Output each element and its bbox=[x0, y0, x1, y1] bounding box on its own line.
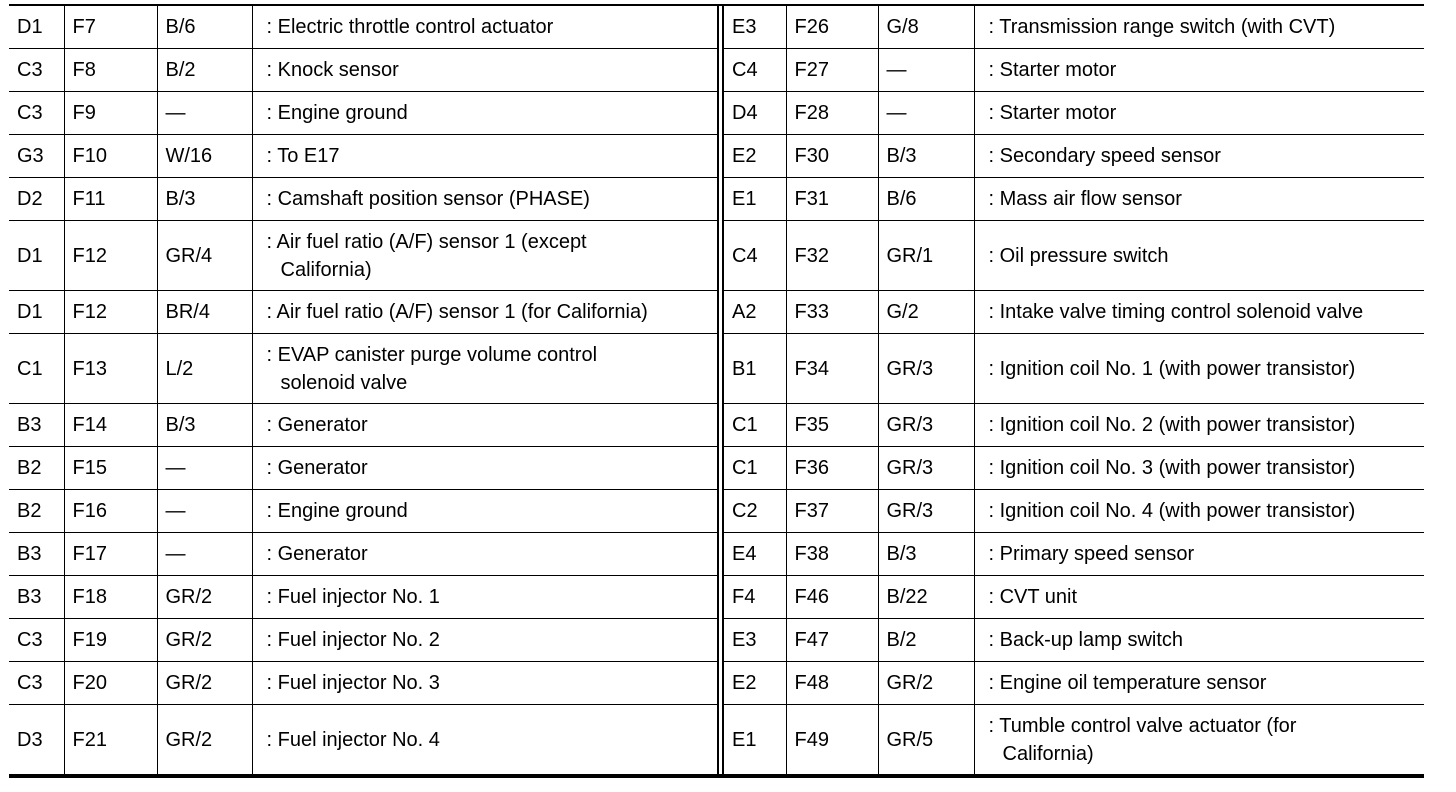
grid-location-cell: E1 bbox=[724, 178, 786, 221]
grid-location-cell: A2 bbox=[724, 291, 786, 334]
grid-location-cell: C1 bbox=[9, 334, 64, 404]
connector-number-cell: F30 bbox=[786, 135, 878, 178]
connector-number-cell: F15 bbox=[64, 447, 157, 490]
connector-color-cell: L/2 bbox=[157, 334, 252, 404]
connector-color-cell: GR/5 bbox=[878, 705, 974, 775]
grid-location-cell: E2 bbox=[724, 662, 786, 705]
connector-color-cell: GR/3 bbox=[878, 404, 974, 447]
connector-number-cell: F8 bbox=[64, 49, 157, 92]
grid-location-cell: B1 bbox=[724, 334, 786, 404]
grid-location-cell: C3 bbox=[9, 662, 64, 705]
table-row bbox=[724, 490, 1424, 533]
connector-description-cell bbox=[252, 533, 717, 576]
grid-location-cell: C1 bbox=[724, 447, 786, 490]
description-line: : Generator bbox=[266, 414, 368, 436]
connector-number-cell: F35 bbox=[786, 404, 878, 447]
grid-location-cell: B2 bbox=[9, 447, 64, 490]
grid-location-cell: E3 bbox=[724, 6, 786, 49]
grid-location-cell: B2 bbox=[9, 490, 64, 533]
table-row bbox=[724, 178, 1424, 221]
connector-description-cell bbox=[974, 404, 1424, 447]
connector-description-cell bbox=[252, 334, 717, 404]
grid-location-cell: D1 bbox=[9, 291, 64, 334]
description-line: : Fuel injector No. 2 bbox=[266, 629, 440, 651]
connector-description-cell bbox=[252, 221, 717, 291]
connector-color-cell: GR/3 bbox=[878, 334, 974, 404]
description-line: : Starter motor bbox=[988, 102, 1117, 124]
connector-color-cell: GR/2 bbox=[157, 705, 252, 775]
connector-color-cell: B/2 bbox=[157, 49, 252, 92]
connector-description-cell bbox=[252, 447, 717, 490]
connector-number-cell: F36 bbox=[786, 447, 878, 490]
connector-number-cell: F33 bbox=[786, 291, 878, 334]
grid-location-cell: C2 bbox=[724, 490, 786, 533]
connector-color-cell: — bbox=[157, 490, 252, 533]
table-row bbox=[724, 221, 1424, 291]
grid-location-cell: D1 bbox=[9, 221, 64, 291]
table-row bbox=[724, 291, 1424, 334]
description-line: : Mass air flow sensor bbox=[988, 188, 1182, 210]
description-line: : Secondary speed sensor bbox=[988, 145, 1221, 167]
center-double-divider bbox=[717, 6, 724, 774]
connector-number-cell: F27 bbox=[786, 49, 878, 92]
connector-color-cell: W/16 bbox=[157, 135, 252, 178]
connector-color-cell: GR/2 bbox=[878, 662, 974, 705]
connector-color-cell: B/3 bbox=[157, 404, 252, 447]
table-row bbox=[9, 533, 717, 576]
connector-color-cell: BR/4 bbox=[157, 291, 252, 334]
description-line: : Fuel injector No. 4 bbox=[266, 728, 440, 751]
connector-number-cell: F12 bbox=[64, 291, 157, 334]
table-row bbox=[9, 6, 717, 49]
grid-location-cell: E4 bbox=[724, 533, 786, 576]
table-row bbox=[9, 334, 717, 404]
connector-number-cell: F46 bbox=[786, 576, 878, 619]
connector-number-cell: F11 bbox=[64, 178, 157, 221]
description-line: : Ignition coil No. 1 (with power transistor) bbox=[988, 357, 1356, 380]
connector-description-cell bbox=[974, 135, 1424, 178]
description-line: : Ignition coil No. 2 (with power transistor) bbox=[988, 414, 1356, 436]
connector-description-cell bbox=[252, 705, 717, 775]
left-connector-table bbox=[9, 6, 717, 774]
connector-description-cell bbox=[252, 576, 717, 619]
table-row bbox=[724, 92, 1424, 135]
table-row bbox=[9, 447, 717, 490]
connector-description-cell bbox=[974, 178, 1424, 221]
connector-color-cell: G/2 bbox=[878, 291, 974, 334]
description-line: : Tumble control valve actuator (for bbox=[988, 714, 1297, 737]
connector-description-cell bbox=[974, 334, 1424, 404]
description-line: : Fuel injector No. 3 bbox=[266, 672, 440, 694]
table-row bbox=[9, 178, 717, 221]
description-line: : Primary speed sensor bbox=[988, 543, 1195, 565]
description-line: : Camshaft position sensor (PHASE) bbox=[266, 188, 590, 210]
connector-color-cell: GR/3 bbox=[878, 490, 974, 533]
connector-description-cell bbox=[974, 6, 1424, 49]
connector-description-cell bbox=[252, 619, 717, 662]
connector-description-cell bbox=[252, 178, 717, 221]
description-line: : CVT unit bbox=[988, 586, 1078, 608]
grid-location-cell: D2 bbox=[9, 178, 64, 221]
connector-number-cell: F38 bbox=[786, 533, 878, 576]
connector-color-cell: GR/2 bbox=[157, 662, 252, 705]
description-line: California) bbox=[280, 258, 372, 281]
connector-number-cell: F37 bbox=[786, 490, 878, 533]
connector-number-cell: F28 bbox=[786, 92, 878, 135]
connector-number-cell: F21 bbox=[64, 705, 157, 775]
connector-number-cell: F49 bbox=[786, 705, 878, 775]
description-line: : Intake valve timing control solenoid valve bbox=[988, 301, 1364, 323]
table-row bbox=[9, 49, 717, 92]
connector-number-cell: F7 bbox=[64, 6, 157, 49]
table-row bbox=[724, 576, 1424, 619]
connector-color-cell: B/6 bbox=[157, 6, 252, 49]
connector-number-cell: F18 bbox=[64, 576, 157, 619]
connector-color-cell: B/6 bbox=[878, 178, 974, 221]
connector-color-cell: GR/4 bbox=[157, 221, 252, 291]
table-row bbox=[9, 135, 717, 178]
description-line: : Electric throttle control actuator bbox=[266, 16, 554, 38]
connector-color-cell: B/2 bbox=[878, 619, 974, 662]
connector-description-cell bbox=[974, 576, 1424, 619]
grid-location-cell: G3 bbox=[9, 135, 64, 178]
connector-description-cell bbox=[974, 291, 1424, 334]
connector-description-cell bbox=[252, 49, 717, 92]
grid-location-cell: E1 bbox=[732, 728, 757, 751]
connector-description-cell bbox=[974, 533, 1424, 576]
connector-color-cell: GR/2 bbox=[157, 576, 252, 619]
connector-description-cell bbox=[252, 92, 717, 135]
table-row bbox=[9, 619, 717, 662]
connector-color-cell: — bbox=[878, 49, 974, 92]
connector-index-table bbox=[9, 4, 1424, 778]
description-line: : Engine ground bbox=[266, 500, 408, 522]
table-row bbox=[9, 221, 717, 291]
connector-description-cell bbox=[974, 92, 1424, 135]
description-line: : Starter motor bbox=[988, 59, 1117, 81]
connector-description-cell bbox=[974, 447, 1424, 490]
connector-number-cell: F47 bbox=[786, 619, 878, 662]
connector-number-cell: F13 bbox=[64, 334, 157, 404]
table-row bbox=[724, 6, 1424, 49]
description-line: : Back-up lamp switch bbox=[988, 629, 1184, 651]
table-row bbox=[724, 49, 1424, 92]
table-row bbox=[9, 291, 717, 334]
description-line: : Air fuel ratio (A/F) sensor 1 (for California) bbox=[266, 301, 648, 323]
connector-color-cell: GR/1 bbox=[878, 221, 974, 291]
connector-description-cell bbox=[974, 221, 1424, 291]
grid-location-cell: E3 bbox=[724, 619, 786, 662]
grid-location-cell: D3 bbox=[17, 728, 43, 751]
grid-location-cell: C4 bbox=[724, 221, 786, 291]
connector-number-cell: F20 bbox=[64, 662, 157, 705]
description-line: : Knock sensor bbox=[266, 59, 399, 81]
table-row bbox=[724, 334, 1424, 404]
connector-number-cell: F12 bbox=[64, 221, 157, 291]
table-row bbox=[724, 705, 1424, 775]
grid-location-cell: D1 bbox=[9, 6, 64, 49]
grid-location-cell: C3 bbox=[9, 92, 64, 135]
grid-location-cell: B3 bbox=[9, 404, 64, 447]
table-halves bbox=[9, 4, 1424, 778]
description-line: : To E17 bbox=[266, 145, 340, 167]
table-row bbox=[724, 533, 1424, 576]
connector-description-cell bbox=[252, 6, 717, 49]
description-line: : Generator bbox=[266, 457, 368, 479]
connector-number-cell: F14 bbox=[64, 404, 157, 447]
connector-number-cell: F48 bbox=[786, 662, 878, 705]
connector-color-cell: GR/2 bbox=[157, 619, 252, 662]
grid-location-cell: C4 bbox=[724, 49, 786, 92]
description-line: solenoid valve bbox=[280, 371, 408, 394]
description-line: : Oil pressure switch bbox=[988, 244, 1169, 267]
connector-number-cell: F32 bbox=[786, 221, 878, 291]
table-row bbox=[724, 135, 1424, 178]
connector-number-cell: F16 bbox=[64, 490, 157, 533]
description-line: : Transmission range switch (with CVT) bbox=[988, 16, 1336, 38]
grid-location-cell: B3 bbox=[9, 576, 64, 619]
connector-number-cell: F34 bbox=[786, 334, 878, 404]
grid-location-cell: D4 bbox=[724, 92, 786, 135]
connector-color-cell: B/3 bbox=[878, 533, 974, 576]
table-row bbox=[9, 404, 717, 447]
connector-number-cell: F17 bbox=[64, 533, 157, 576]
connector-color-cell: — bbox=[157, 533, 252, 576]
connector-number-cell: F31 bbox=[786, 178, 878, 221]
connector-description-cell bbox=[974, 49, 1424, 92]
connector-description-cell bbox=[974, 662, 1424, 705]
table-row bbox=[9, 576, 717, 619]
connector-description-cell bbox=[252, 291, 717, 334]
grid-location-cell: C1 bbox=[724, 404, 786, 447]
description-line: : Ignition coil No. 3 (with power transistor) bbox=[988, 457, 1356, 479]
description-line: : Engine oil temperature sensor bbox=[988, 672, 1267, 694]
connector-description-cell bbox=[974, 705, 1424, 775]
grid-location-cell: C3 bbox=[9, 49, 64, 92]
description-line: : Air fuel ratio (A/F) sensor 1 (except bbox=[266, 230, 587, 253]
description-line: : EVAP canister purge volume control bbox=[266, 343, 598, 366]
right-connector-table bbox=[724, 6, 1424, 774]
connector-color-cell: — bbox=[157, 92, 252, 135]
grid-location-cell: C3 bbox=[9, 619, 64, 662]
table-row bbox=[724, 447, 1424, 490]
connector-number-cell: F10 bbox=[64, 135, 157, 178]
description-line: : Ignition coil No. 4 (with power transistor) bbox=[988, 500, 1356, 522]
grid-location-cell: E2 bbox=[724, 135, 786, 178]
connector-color-cell: B/3 bbox=[157, 178, 252, 221]
connector-number-cell: F19 bbox=[64, 619, 157, 662]
grid-location-cell: F4 bbox=[724, 576, 786, 619]
table-row bbox=[724, 662, 1424, 705]
connector-number-cell: F26 bbox=[786, 6, 878, 49]
connector-number-cell: F9 bbox=[64, 92, 157, 135]
connector-description-cell bbox=[974, 619, 1424, 662]
description-line: : Fuel injector No. 1 bbox=[266, 586, 440, 608]
connector-color-cell: — bbox=[878, 92, 974, 135]
connector-description-cell bbox=[974, 490, 1424, 533]
connector-description-cell bbox=[252, 404, 717, 447]
table-row bbox=[724, 404, 1424, 447]
connector-color-cell: — bbox=[157, 447, 252, 490]
table-row bbox=[9, 662, 717, 705]
table-row bbox=[724, 619, 1424, 662]
table-row bbox=[9, 92, 717, 135]
description-line: California) bbox=[1002, 742, 1094, 765]
connector-color-cell: GR/3 bbox=[878, 447, 974, 490]
connector-description-cell bbox=[252, 490, 717, 533]
description-line: : Engine ground bbox=[266, 102, 408, 124]
connector-description-cell bbox=[252, 135, 717, 178]
table-row bbox=[9, 705, 717, 775]
connector-color-cell: B/22 bbox=[878, 576, 974, 619]
table-row bbox=[9, 490, 717, 533]
connector-color-cell: G/8 bbox=[878, 6, 974, 49]
description-line: : Generator bbox=[266, 543, 368, 565]
connector-description-cell bbox=[252, 662, 717, 705]
connector-color-cell: B/3 bbox=[878, 135, 974, 178]
grid-location-cell: B3 bbox=[9, 533, 64, 576]
